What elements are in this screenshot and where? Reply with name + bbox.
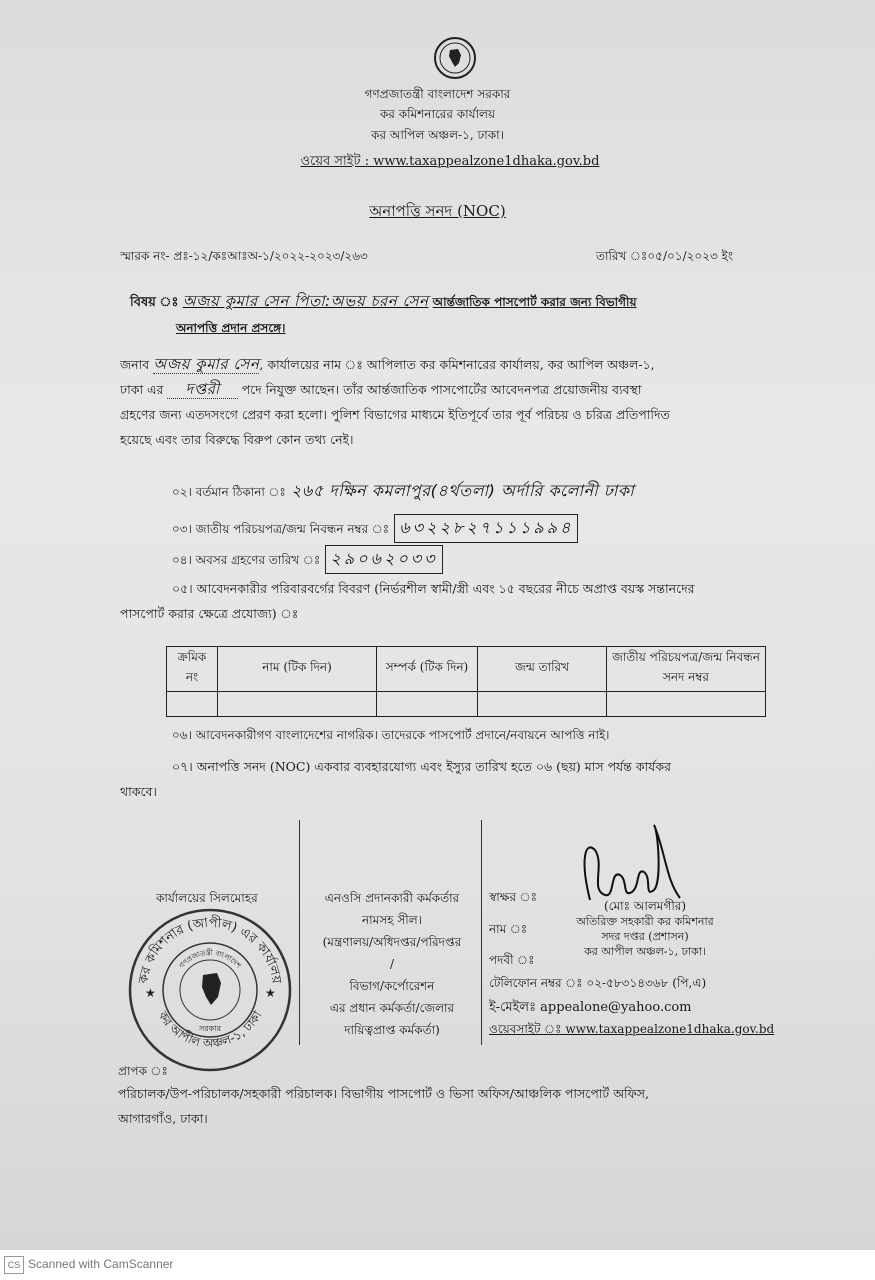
- subject: [130, 290, 800, 315]
- item-address: [172, 478, 812, 505]
- name-label: নাম ঃ: [489, 922, 528, 936]
- subject-text1: আর্ন্তজাতিক পাসপোর্ট করার জন্য বিভাগীয়: [432, 295, 637, 309]
- header-website: ওয়েব সাইট : www.taxappealzone1dhaka.gov.bd: [300, 154, 600, 169]
- p4-label: ০৪। অবসর গ্রহণের তারিখ ঃ: [172, 553, 321, 567]
- svg-text:★: ★: [145, 986, 156, 1000]
- p4-value: ২৯০৬২০৩৩: [325, 545, 442, 574]
- designation-label: পদবী ঃ: [489, 953, 535, 967]
- email: ই-মেইলঃ appealone@yahoo.com: [489, 1000, 692, 1015]
- p5-b: পাসপোর্ট করার ক্ষেত্রে প্রযোজ্য) ঃ: [120, 606, 299, 621]
- govt-emblem-icon: [433, 36, 477, 80]
- office-seal-icon: [125, 905, 295, 1075]
- svg-text:কর আপীল অঞ্চল-১, ঢাকা: কর আপীল অঞ্চল-১, ঢাকা: [155, 1008, 265, 1051]
- memo-ref: স্মারক নং- প্রঃ-১২/কঃআঃঅ-১/২০২২-২০২৩/২৬৩: [120, 249, 368, 263]
- th-dob: জন্ম তারিখ: [478, 647, 607, 692]
- header-govt-name: গণপ্রজাতন্ত্রী বাংলাদেশ সরকার: [364, 87, 511, 101]
- document-title: অনাপত্তি সনদ (NOC): [369, 202, 506, 220]
- th-name: নাম (টিক দিন): [218, 647, 377, 692]
- recipient-address: পরিচালক/উপ-পরিচালক/সহকারী পরিচালক। বিভাগীয় পাসপোর্ট ও ভিসা অফিস/আঞ্চলিক পাসপোর্ট অফিস, আগারগাঁও, ঢাকা।: [118, 1086, 649, 1126]
- item-validity: [120, 754, 785, 804]
- memo-date: তারিখ ঃ০৫/০১/২০২৩ ইং: [596, 249, 734, 263]
- svg-text:সরকার: সরকার: [198, 1024, 222, 1033]
- paragraph-1: [120, 352, 780, 452]
- p1-c: ঢাকা এর: [120, 382, 164, 397]
- p5-a: ০৫। আবেদনকারীর পরিবারবর্গের বিবরণ (নির্ভরশীল স্বামী/স্ত্রী এবং ১৫ বছরের নীচে অপ্রাপ্ত বয়স্ক সন্তানদের: [172, 581, 695, 596]
- officer-designation: অতিরিক্ত সহকারী কর কমিশনার সদর দপ্তর (প্রশাসন) কর আপীল অঞ্চল-১, ঢাকা।: [576, 915, 714, 958]
- seal-caption: কার্যালয়ের সিলমোহর: [156, 891, 258, 905]
- subject-text2: অনাপত্তি প্রদান প্রসঙ্গে।: [176, 321, 286, 335]
- p3-value: ৬৩২২৮২৭১১১৯৯৪: [394, 514, 578, 543]
- p1-a: জনাব: [120, 357, 150, 372]
- p6: ০৬। আবেদনকারীগণ বাংলাদেশের নাগরিক। তাদেরকে পাসপোর্ট প্রদানে/নবায়নে আপত্তি নাই।: [172, 728, 610, 742]
- family-table: [166, 646, 766, 717]
- svg-text:★: ★: [265, 986, 276, 1000]
- th-relation: সম্পর্ক (টিক দিন): [377, 647, 478, 692]
- p7-a: ০৭। অনাপত্তি সনদ (NOC) একবার ব্যবহারযোগ্য এবং ইস্যুর তারিখ হতে ০৬ (ছয়) মাস পর্যন্ত কার্যকর: [172, 759, 672, 774]
- signature-icon: [570, 820, 700, 910]
- header-office-name: কর কমিশনারের কার্যালয়: [379, 107, 496, 121]
- noc-officer-column: এনওসি প্রদানকারী কর্মকর্তার নামসহ সীল। (মন্ত্রণালয়/অধিদপ্তর/পরিদপ্তর / বিভাগ/কর্পোরেশন এর প্রধান কর্মকর্তা/জেলার দায়িত্বপ্রাপ্ত কর্মকর্তা): [322, 891, 462, 1037]
- item-retirement-date: [172, 545, 443, 574]
- p1-b: , কার্যালয়ের নাম ঃ আপিলাত কর কমিশনারের কার্যালয়, কর আপিল অঞ্চল-১,: [259, 357, 655, 372]
- camscanner-logo-icon: CS: [4, 1256, 24, 1274]
- th-serial: ক্রমিক নং: [167, 647, 218, 692]
- item-nid: [172, 514, 578, 543]
- p1-e: গ্রহণের জন্য এতদসংগে প্রেরণ করা হলো। পুলিশ বিভাগের মাধ্যমে ইতিপূর্বে তার পূর্ব পরিচয় ও চরিত্র প্রতিপাদিত: [120, 407, 670, 422]
- sign-label: স্বাক্ষর ঃ: [489, 890, 538, 904]
- p7-b: থাকবে।: [120, 784, 157, 799]
- scanner-footer: [0, 1250, 875, 1280]
- p3-label: ০৩। জাতীয় পরিচয়পত্র/জন্ম নিবন্ধন নম্বর ঃ: [172, 522, 390, 536]
- item-family: [120, 576, 785, 626]
- table-row: [167, 692, 766, 717]
- scanner-text: Scanned with CamScanner: [28, 1257, 174, 1271]
- officer-name: (মোঃ আলমগীর): [603, 899, 687, 913]
- divider-right: [481, 820, 482, 1045]
- subject-handwritten: অজয় কুমার সেন পিতা:অভয় চরন সেন: [182, 292, 429, 310]
- p1-post: দপ্তরী: [167, 380, 237, 399]
- table-header-row: [167, 647, 766, 692]
- subject-label: বিষয় ঃ: [130, 295, 179, 310]
- svg-text:কর কমিশনার (আপীল) এর কার্যালয়: কর কমিশনার (আপীল) এর কার্যালয়: [136, 915, 284, 985]
- th-nid: জাতীয় পরিচয়পত্র/জন্ম নিবন্ধন সনদ নম্বর: [607, 647, 766, 692]
- p2-label: ০২। বর্তমান ঠিকানা ঃ: [172, 485, 286, 499]
- p1-name: অজয় কুমার সেন: [153, 355, 260, 373]
- divider-left: [299, 820, 300, 1045]
- contact-website: ওয়েবসাইট ঃ www.taxappealzone1dhaka.gov.bd: [489, 1022, 775, 1036]
- p1-f: হয়েছে এবং তার বিরুদ্ধে বিরুপ কোন তথ্য নেই।: [120, 432, 354, 447]
- p2-value: ২৬৫ দক্ষিন কমলাপুর(৪র্থতলা) অর্দারি কলোনী ঢাকা: [290, 481, 635, 500]
- p1-d: পদে নিযুক্ত আছেন। তাঁর আর্ন্তজাতিক পাসপোর্টের আবেদনপত্র প্রয়োজনীয় ব্যবস্থা: [241, 382, 642, 397]
- recipient-label: প্রাপক ঃ: [118, 1064, 168, 1078]
- svg-text:গণপ্রজাতন্ত্রী বাংলাদেশ: গণপ্রজাতন্ত্রী বাংলাদেশ: [177, 948, 243, 970]
- phone: টেলিফোন নম্বর ঃ ০২-৫৮৩১৪৩৬৮ (পি,এ): [489, 976, 707, 990]
- header-zone: কর আপিল অঞ্চল-১, ঢাকা।: [371, 128, 504, 142]
